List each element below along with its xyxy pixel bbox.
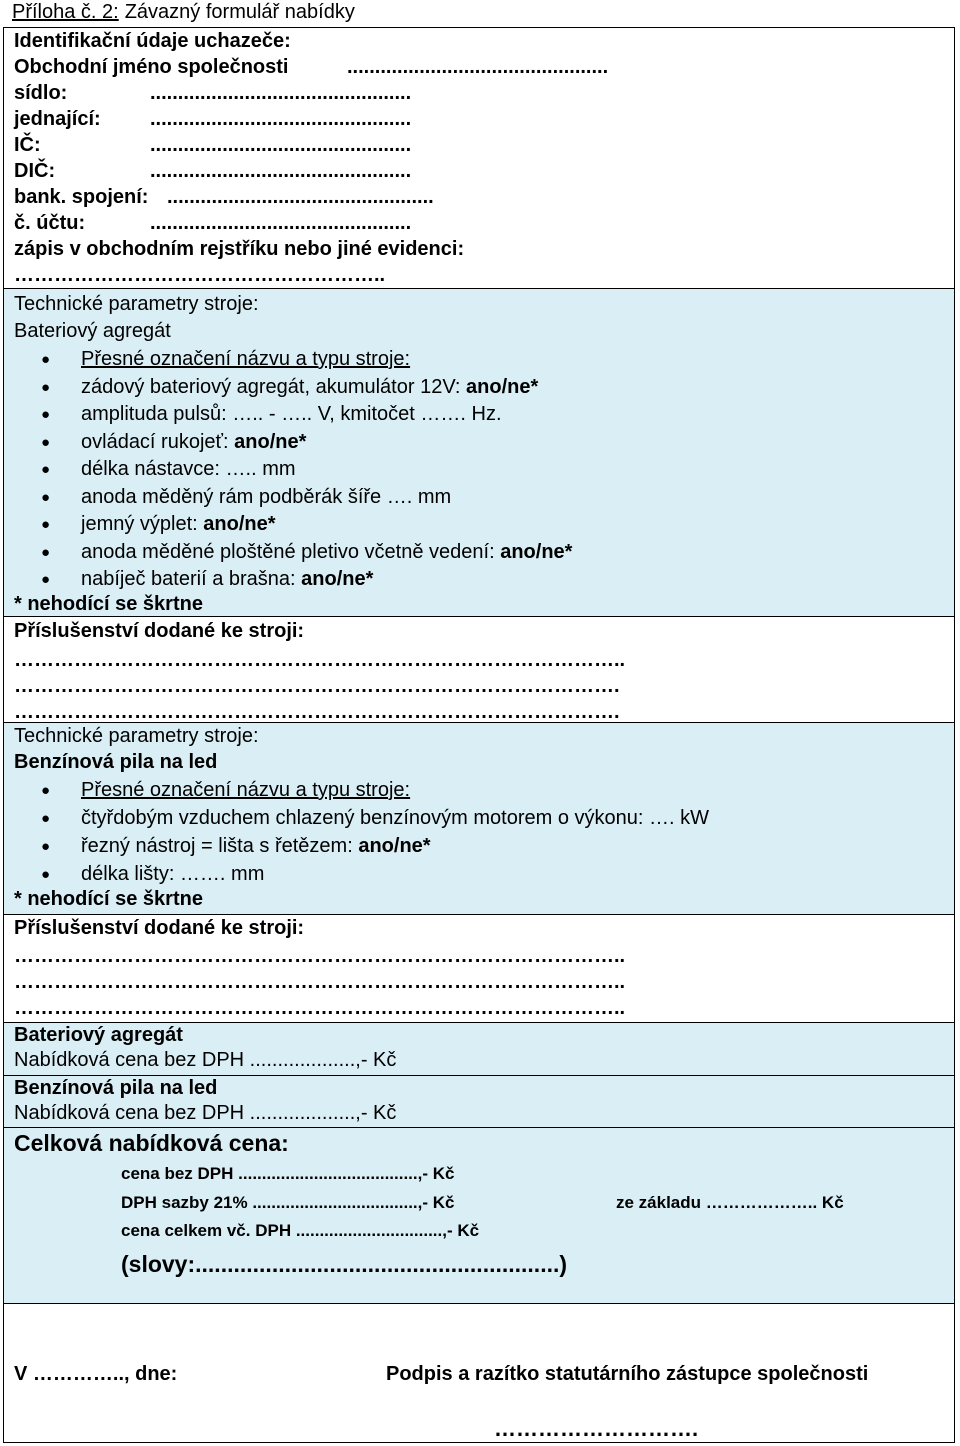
- field-bank[interactable]: [14, 184, 434, 211]
- battery-accessories-heading: Příslušenství dodané ke stroji:: [14, 620, 305, 642]
- choice-ano-ne[interactable]: ano/ne*: [466, 376, 539, 398]
- battery-item-extension-length[interactable]: délka nástavce: ….. mm: [81, 458, 296, 480]
- signature-section: [4, 1304, 954, 1442]
- bullet-icon: ●: [41, 461, 51, 478]
- saw-item-exact-name[interactable]: Přesné označení názvu a typu stroje:: [81, 779, 411, 801]
- page-title: [12, 0, 355, 26]
- battery-item-backpack[interactable]: [81, 374, 538, 401]
- ico-value[interactable]: ...............................................: [150, 134, 412, 156]
- battery-price-product: Bateriový agregát: [14, 1024, 183, 1046]
- attachment-label: Příloha č. 2:: [12, 1, 119, 23]
- saw-item-cutting-tool[interactable]: [81, 833, 431, 860]
- choice-ano-ne[interactable]: ano/ne*: [203, 513, 276, 535]
- field-account[interactable]: [14, 210, 412, 237]
- battery-product-name: Bateriový agregát: [14, 320, 171, 342]
- seat-value[interactable]: ...............................................: [150, 82, 412, 104]
- saw-accessories-line-2[interactable]: ………………………………………………………………………………..: [14, 971, 626, 993]
- bullet-icon: ●: [41, 379, 51, 396]
- total-price-without-vat[interactable]: cena bez DPH ......................................,- Kč: [121, 1164, 455, 1183]
- form-title: Závazný formulář nabídky: [124, 1, 355, 23]
- battery-accessories-line-3[interactable]: ……………………………………………………………………………….: [14, 701, 620, 723]
- bullet-icon: ●: [41, 351, 51, 368]
- saw-note: * nehodící se škrtne: [14, 888, 203, 910]
- saw-accessories-line-1[interactable]: ………………………………………………………………………………..: [14, 945, 626, 967]
- battery-item-anode-frame[interactable]: anoda měděný rám podběrák šíře …. mm: [81, 486, 452, 508]
- bullet-icon: ●: [41, 544, 51, 561]
- battery-accessories-line-2[interactable]: ……………………………………………………………………………….: [14, 675, 620, 697]
- battery-parameters-section: [4, 289, 954, 617]
- account-value[interactable]: ...............................................: [150, 212, 412, 234]
- bullet-icon: ●: [41, 516, 51, 533]
- bullet-icon: ●: [41, 571, 51, 588]
- battery-price-section: [4, 1023, 954, 1076]
- battery-item-handle[interactable]: [81, 429, 306, 456]
- item-text: řezný nástroj = lišta s řetězem:: [81, 835, 359, 857]
- company-name-label: Obchodní jméno společnosti: [14, 56, 289, 78]
- bank-value[interactable]: ................................................: [167, 186, 434, 208]
- representative-label: jednající:: [14, 108, 101, 130]
- company-name-value[interactable]: ...............................................: [347, 56, 609, 78]
- battery-section-title: Technické parametry stroje:: [14, 293, 259, 315]
- field-representative[interactable]: [14, 106, 412, 133]
- item-text: anoda měděné ploštěné pletivo včetně vedení:: [81, 541, 501, 563]
- saw-section-title: Technické parametry stroje:: [14, 725, 259, 747]
- registry-value[interactable]: ………………………………………………..: [14, 264, 386, 286]
- identification-heading: Identifikační údaje uchazeče:: [14, 30, 291, 52]
- battery-item-amplitude[interactable]: amplituda pulsů: ….. - ….. V, kmitočet ……. Hz.: [81, 403, 502, 425]
- battery-accessories-section: [4, 617, 954, 723]
- saw-accessories-section: [4, 915, 954, 1023]
- total-heading: Celková nabídková cena:: [14, 1130, 289, 1156]
- item-text: jemný výplet:: [81, 513, 204, 535]
- battery-price-value[interactable]: Nabídková cena bez DPH ...................,- Kč: [14, 1049, 397, 1071]
- battery-item-exact-name[interactable]: Přesné označení názvu a typu stroje:: [81, 348, 411, 370]
- saw-product-name: Benzínová pila na led: [14, 751, 218, 773]
- bullet-icon: ●: [41, 434, 51, 451]
- saw-price-section: [4, 1076, 954, 1128]
- choice-ano-ne[interactable]: ano/ne*: [234, 431, 307, 453]
- field-seat[interactable]: [14, 80, 412, 107]
- total-price-section: [4, 1128, 954, 1304]
- saw-price-product: Benzínová pila na led: [14, 1077, 218, 1099]
- choice-ano-ne[interactable]: ano/ne*: [358, 835, 431, 857]
- saw-accessories-heading: Příslušenství dodané ke stroji:: [14, 917, 305, 939]
- item-text: zádový bateriový agregát, akumulátor 12V:: [81, 376, 467, 398]
- seat-label: sídlo:: [14, 82, 68, 104]
- choice-ano-ne[interactable]: ano/ne*: [500, 541, 573, 563]
- item-text: nabíječ baterií a brašna:: [81, 568, 302, 590]
- item-text: ovládací rukojeť:: [81, 431, 235, 453]
- saw-item-engine[interactable]: čtyřdobým vzduchem chlazený benzínovým motorem o výkonu: …. kW: [81, 807, 710, 829]
- total-price-with-vat[interactable]: cena celkem vč. DPH ...............................,- Kč: [121, 1221, 480, 1240]
- dic-value[interactable]: ...............................................: [150, 160, 412, 182]
- place-date[interactable]: V ………….., dne:: [14, 1363, 178, 1385]
- field-dic[interactable]: [14, 158, 412, 185]
- total-in-words[interactable]: (slovy:.........................................................): [121, 1251, 568, 1277]
- representative-value[interactable]: ...............................................: [150, 108, 412, 130]
- battery-accessories-line-1[interactable]: ………………………………………………………………………………..: [14, 649, 626, 671]
- bullet-icon: ●: [41, 810, 51, 827]
- ico-label: IČ:: [14, 134, 41, 156]
- identification-section: [4, 28, 954, 289]
- signature-label: Podpis a razítko statutárního zástupce společnosti: [386, 1363, 869, 1385]
- registry-label: zápis v obchodním rejstříku nebo jiné evidenci:: [14, 238, 465, 260]
- saw-accessories-line-3[interactable]: ………………………………………………………………………………..: [14, 997, 626, 1019]
- saw-price-value[interactable]: Nabídková cena bez DPH ...................,- Kč: [14, 1102, 397, 1124]
- bank-label: bank. spojení:: [14, 186, 149, 208]
- battery-item-charger[interactable]: [81, 566, 373, 593]
- bullet-icon: ●: [41, 866, 51, 883]
- field-company-name[interactable]: [14, 54, 609, 81]
- battery-item-anode-mesh[interactable]: [81, 539, 572, 566]
- bullet-icon: ●: [41, 406, 51, 423]
- choice-ano-ne[interactable]: ano/ne*: [301, 568, 374, 590]
- total-vat[interactable]: DPH sazby 21% ...................................,- Kč: [121, 1193, 455, 1212]
- signature-line[interactable]: ……………………….: [494, 1416, 699, 1441]
- account-label: č. účtu:: [14, 212, 86, 234]
- bullet-icon: ●: [41, 782, 51, 799]
- field-ico[interactable]: [14, 132, 412, 159]
- saw-parameters-section: [4, 723, 954, 915]
- bullet-icon: ●: [41, 489, 51, 506]
- dic-label: DIČ:: [14, 160, 56, 182]
- bullet-icon: ●: [41, 838, 51, 855]
- battery-note: * nehodící se škrtne: [14, 593, 203, 615]
- battery-item-fine-mesh[interactable]: [81, 511, 276, 538]
- offer-form-table: [3, 27, 955, 1443]
- saw-item-bar-length[interactable]: délka lišty: ……. mm: [81, 863, 265, 885]
- total-vat-base[interactable]: ze základu ……………….. Kč: [616, 1193, 844, 1212]
